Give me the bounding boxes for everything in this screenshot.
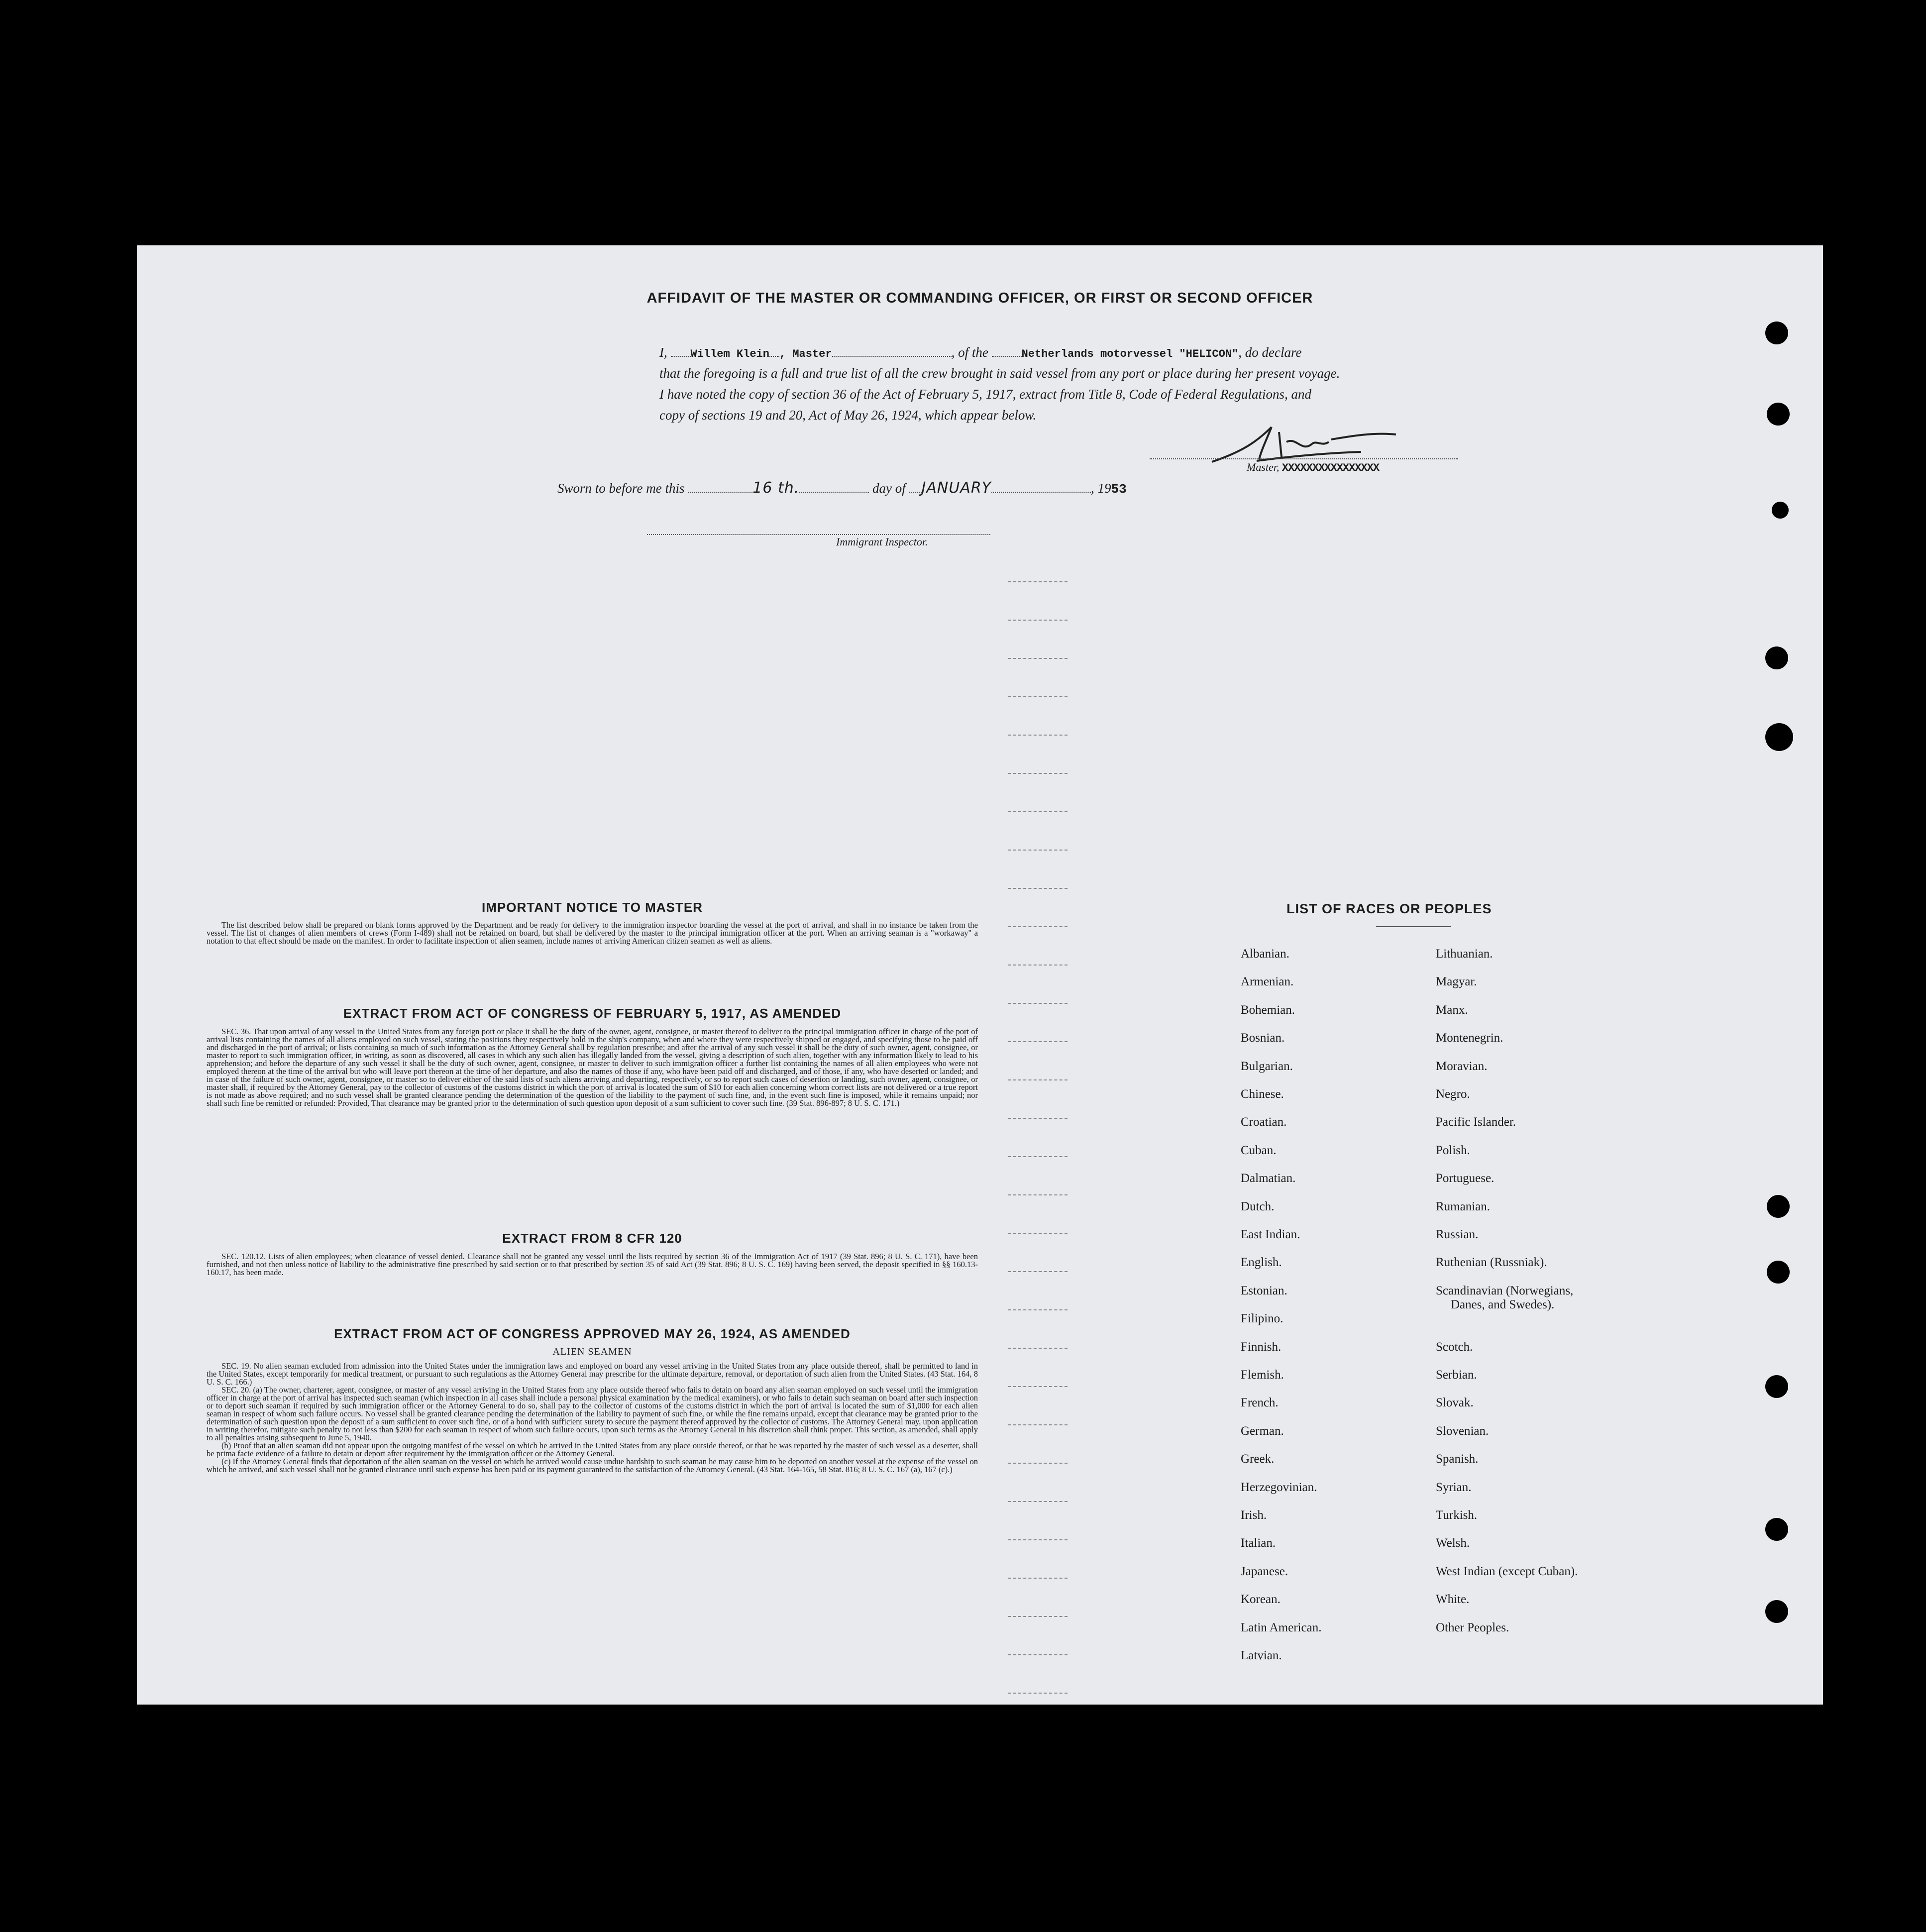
race-item: Armenian. [1241,975,1294,989]
line1-mid: , of the [951,345,988,360]
punch-hole [1767,403,1790,426]
race-item: Estonian. [1241,1284,1287,1297]
extract-1924-body [207,1362,978,1474]
race-item: Serbian. [1436,1368,1477,1382]
bleed-dash [1008,965,1068,966]
punch-hole [1765,646,1788,669]
races-title: LIST OF RACES OR PEOPLES [1286,901,1492,916]
sec20a-paragraph: SEC. 20. (a) The owner, charterer, agent, consignee, or master of any vessel arriving in the United States from any place outside thereof who fails to detain on board any alien seaman employed on such vessel until the immigration officer in charge at the port of arrival has inspected such seaman (which inspection in all cases shall include a personal physical examination by the medical examiners), or who fails to detain such seaman on board after such inspection or to deport such seaman if required by such immigration officer or the Attorney General to do so, shall pay to the collector of customs of the customs district in which the port of arrival is located the sum of $1,000 for each alien seaman in respect of whom such failure occurs. No vessel shall be granted clearance pending the determination of the liability to payment of such fine, or while the fine remains unpaid, except that clearance may be granted prior to the determination of such question upon the deposit of a sum sufficient to cover such fine, or of a bond with sufficient surety to secure the payment thereof approved by the collector of customs. The Attorney General may, upon application in writing therefor, mitigate such penalty to not less than $200 for each seaman in respect of whom such failure occurs, upon such terms as the Attorney General in his discretion shall think proper. This section, as amended, shall apply to all penalties arising subsequent to June 5, 1940. [207,1385,978,1442]
race-item: Moravian. [1436,1059,1488,1073]
race-item: Magyar. [1436,975,1477,989]
bleed-dash [1008,1041,1068,1043]
race-item: Chinese. [1241,1087,1284,1101]
bleed-dash [1008,1424,1068,1426]
punch-hole [1767,1195,1790,1218]
race-item: Greek. [1241,1452,1275,1466]
day-of: day of [872,481,906,496]
sworn-month: JANUARY [921,479,991,497]
bleed-dash [1008,1194,1068,1196]
bleed-dash [1008,926,1068,928]
race-item: Filipino. [1241,1312,1284,1326]
bleed-dash [1008,773,1068,775]
bleed-dash [1008,811,1068,813]
race-item: Welsh. [1436,1536,1470,1550]
extract-cfr-title: EXTRACT FROM 8 CFR 120 [502,1231,682,1246]
bleed-dash [1008,1578,1068,1580]
signature-dotted-line [1150,458,1458,459]
sworn-prefix: Sworn to before me this [557,481,685,496]
punch-hole [1767,1261,1790,1284]
race-item: Dalmatian. [1241,1172,1296,1185]
race-item: Slovenian. [1436,1424,1489,1438]
affidavit-line-2: that the foregoing is a full and true list of all the crew brought in said vessel from any port or place during her present voyage. [659,366,1340,381]
bleed-dash [1008,1616,1068,1618]
race-item: Flemish. [1241,1368,1284,1382]
year-prefix: , 19 [1091,481,1111,496]
bleed-dash [1008,1501,1068,1503]
notice-body: The list described below shall be prepared on blank forms approved by the Department and be ready for delivery to the immigration inspector boarding the vessel at the port of arrival, and shall in no instance be taken from the vessel. The list of changes of alien members of crews (Form I-489) shall not be retained on board, but shall be delivered by the master to the principal immigration officer at the port. When an arriving seaman is a "workaway" a notation to that effect should be made on the manifest. In order to facilitate inspection of alien seamen, include names of arriving American citizen seamen as well as aliens. [207,920,978,946]
race-item: Portuguese. [1436,1172,1495,1185]
race-item: Latvian. [1241,1649,1282,1662]
master-signature [1197,422,1456,467]
race-item: English. [1241,1256,1282,1270]
extract-1924-title: EXTRACT FROM ACT OF CONGRESS APPROVED MAY 26, 1924, AS AMENDED [334,1326,851,1341]
inspector-caption: Immigrant Inspector. [836,536,928,548]
bleed-dash [1008,735,1068,737]
race-item: Polish. [1436,1143,1470,1157]
race-item: Manx. [1436,1003,1468,1017]
sworn-year: 53 [1111,482,1127,497]
bleed-dash [1008,620,1068,622]
race-item: Korean. [1241,1593,1281,1607]
race-item: Syrian. [1436,1480,1472,1494]
punch-hole [1765,723,1793,751]
extract-1917-body: SEC. 36. That upon arrival of any vessel in the United States from any foreign port or place it shall be the duty of the owner, agent, consignee, or master thereof to deliver to the principal immigration officer in charge of the port of arrival lists containing the names of all aliens employed on such vessel, stating the positions they respectively hold in the ship's company, when and where they were respectively shipped or engaged, and specifying those to be paid off and discharged in the port of arrival; or lists containing so much of such information as the Attorney General shall by regulation prescribe; and after the arrival of any such vessel it shall be the duty of such owner, agent, consignee, or master to report to such immigration officer, in writing, as soon as discovered, all cases in which any such alien has illegally landed from the vessel, giving a description of such alien, together with any information likely to lead to his apprehension; and before the departure of any such vessel it shall be the duty of such owner, agent, consignee, or master to deliver to such immigration officer a further list containing the names of all alien employees who were not employed thereon at the time of the arrival but who will leave port thereon at the time of her departure, and also the names of those if any, who have been paid off and discharged, and of those, if any, who have deserted or landed; and in case of the failure of such owner, agent, consignee, or master so to deliver either of the said lists of such aliens arriving and departing, respectively, or so to report such cases of desertion or landing, such owner, agent, consignee, or master shall, if required by the Attorney General, pay to the collector of customs of the customs district in which the port of arrival is located the sum of $10 for each alien concerning whom correct lists are not delivered or a true report is not made as above required; and no such vessel shall be granted clearance pending the determination of the question of the liability to the payment of such fine, and, in the event such fine is imposed, while it remains unpaid; nor shall such fine be remitted or refunded: Provided, That clearance may be granted prior to the determination of such question upon deposit of a sum sufficient to cover such fine. (39 Stat. 896-897; 8 U. S. C. 171.) [207,1027,978,1108]
notice-title: IMPORTANT NOTICE TO MASTER [482,900,703,915]
bleed-dash [1008,581,1068,583]
bleed-dash [1008,1463,1068,1465]
race-item: Irish. [1241,1508,1267,1522]
race-item: Bulgarian. [1241,1059,1293,1073]
race-item: Pacific Islander. [1436,1115,1516,1129]
extract-cfr-body: SEC. 120.12. Lists of alien employees; when clearance of vessel denied. Clearance shall not be granted any vessel until the lists required by section 36 of the Immigration Act of 1917 (39 Stat. 896; 8 U. S. C. 171), have been furnished, and not then unless notice of liability to the administrative fine prescribed by said section or to that prescribed by section 35 of said Act (39 Stat. 896; 8 U. S. C. 169) having been served, the deposit specified in §§ 160.13-160.17, has been made. [207,1252,978,1277]
race-item: Negro. [1436,1087,1470,1101]
sworn-day: 16 th. [752,479,800,497]
punch-hole [1765,1600,1788,1623]
race-item: Albanian. [1241,947,1289,961]
bleed-dash [1008,1079,1068,1081]
bleed-dash [1008,1233,1068,1235]
race-item: Italian. [1241,1536,1276,1550]
bleed-dash [1008,850,1068,852]
bleed-dash [1008,1654,1068,1656]
sec20b-paragraph: (b) Proof that an alien seaman did not appear upon the outgoing manifest of the vessel on which he arrived in the United States from any place outside thereof, or that he was reported by the master of such vessel as a deserter, shall be prima facie evidence of a failure to detain or deport after requirement by the immigration officer or the Attorney General. [207,1441,978,1458]
bleed-dash [1008,888,1068,890]
race-item: Slovak. [1436,1396,1474,1410]
sworn-line [557,479,1127,497]
vessel-name: Netherlands motorvessel "HELICON" [1021,348,1239,360]
punch-hole [1765,1518,1788,1541]
bleed-dash [1008,1118,1068,1120]
race-item: Latin American. [1241,1620,1322,1634]
race-item: Cuban. [1241,1143,1277,1157]
race-item: White. [1436,1593,1470,1607]
affidavit-line-1 [659,345,1301,360]
race-item: Rumanian. [1436,1199,1491,1213]
bleed-dash [1008,1693,1068,1695]
affidavit-line-3: I have noted the copy of section 36 of the Act of February 5, 1917, extract from Title 8, Code of Federal Regulations, and [659,387,1312,402]
race-item: French. [1241,1396,1279,1410]
punch-hole [1772,502,1789,519]
race-item: Bosnian. [1241,1031,1285,1045]
race-item: Danes, and Swedes). [1451,1297,1555,1311]
punch-hole [1765,322,1788,344]
document-page [137,245,1823,1705]
inspector-line [647,534,990,535]
race-item: Japanese. [1241,1564,1288,1578]
race-item: West Indian (except Cuban). [1436,1564,1578,1578]
race-item: German. [1241,1424,1284,1438]
bleed-dash [1008,1386,1068,1388]
race-item: Scandinavian (Norwegians, [1436,1284,1574,1297]
affidavit-line-4: copy of sections 19 and 20, Act of May 26, 1924, which appear below. [659,408,1037,423]
struck-title: XXXXXXXXXXXXXXXX [1282,462,1380,474]
bleed-dash [1008,1271,1068,1273]
race-item: Finnish. [1241,1340,1282,1354]
line1-prefix: I, [659,345,667,360]
bleed-dash [1008,1539,1068,1541]
race-item: Herzegovinian. [1241,1480,1317,1494]
punch-hole [1765,1375,1788,1398]
bleed-dash [1008,1003,1068,1005]
race-item: East Indian. [1241,1228,1300,1241]
race-item: Russian. [1436,1228,1479,1241]
race-item: Ruthenian (Russniak). [1436,1256,1547,1270]
race-item: Lithuanian. [1436,947,1493,961]
extract-1924-subtitle: ALIEN SEAMEN [552,1346,632,1357]
sec20c-paragraph: (c) If the Attorney General finds that deportation of the alien seaman on the vessel on which he arrived would cause undue hardship to such seaman he may cause him to be deported on another vessel at the expense of the vessel on which he arrived, and such vessel shall not be granted clearance until such expense has been paid or its payment guaranteed to the satisfaction of the Attorney General. (43 Stat. 164-165, 58 Stat. 816; 8 U. S. C. 167 (a), 167 (c).) [207,1457,978,1474]
race-item: Montenegrin. [1436,1031,1503,1045]
bleed-dash [1008,658,1068,660]
master-name: Willem Klein [690,348,769,360]
race-item: Other Peoples. [1436,1620,1509,1634]
master-role: , Master [779,348,832,360]
races-title-underline [1376,926,1451,927]
race-item: Spanish. [1436,1452,1479,1466]
line1-suffix: , do declare [1238,345,1302,360]
bleed-dash [1008,1309,1068,1311]
signature-caption: Master, XXXXXXXXXXXXXXXX [1247,461,1380,474]
bleed-dash [1008,696,1068,698]
bleed-dash [1008,1156,1068,1158]
race-item: Bohemian. [1241,1003,1295,1017]
affidavit-title: AFFIDAVIT OF THE MASTER OR COMMANDING OFFICER, OR FIRST OR SECOND OFFICER [646,290,1313,306]
race-item: Turkish. [1436,1508,1478,1522]
race-item: Scotch. [1436,1340,1473,1354]
extract-1917-title: EXTRACT FROM ACT OF CONGRESS OF FEBRUARY 5, 1917, AS AMENDED [343,1006,842,1021]
race-item: Dutch. [1241,1199,1275,1213]
race-item: Croatian. [1241,1115,1287,1129]
bleed-dash [1008,1348,1068,1350]
sec19-paragraph: SEC. 19. No alien seaman excluded from admission into the United States under the immigration laws and employed on board any vessel arriving in the United States from any place outside thereof, shall be permitted to land in the United States, except temporarily for medical treatment, or pursuant to such regulations as the Attorney General may prescribe for the ultimate departure, removal, or deportation of such alien from the United States. (43 Stat. 164, 8 U. S. C. 166.) [207,1361,978,1387]
